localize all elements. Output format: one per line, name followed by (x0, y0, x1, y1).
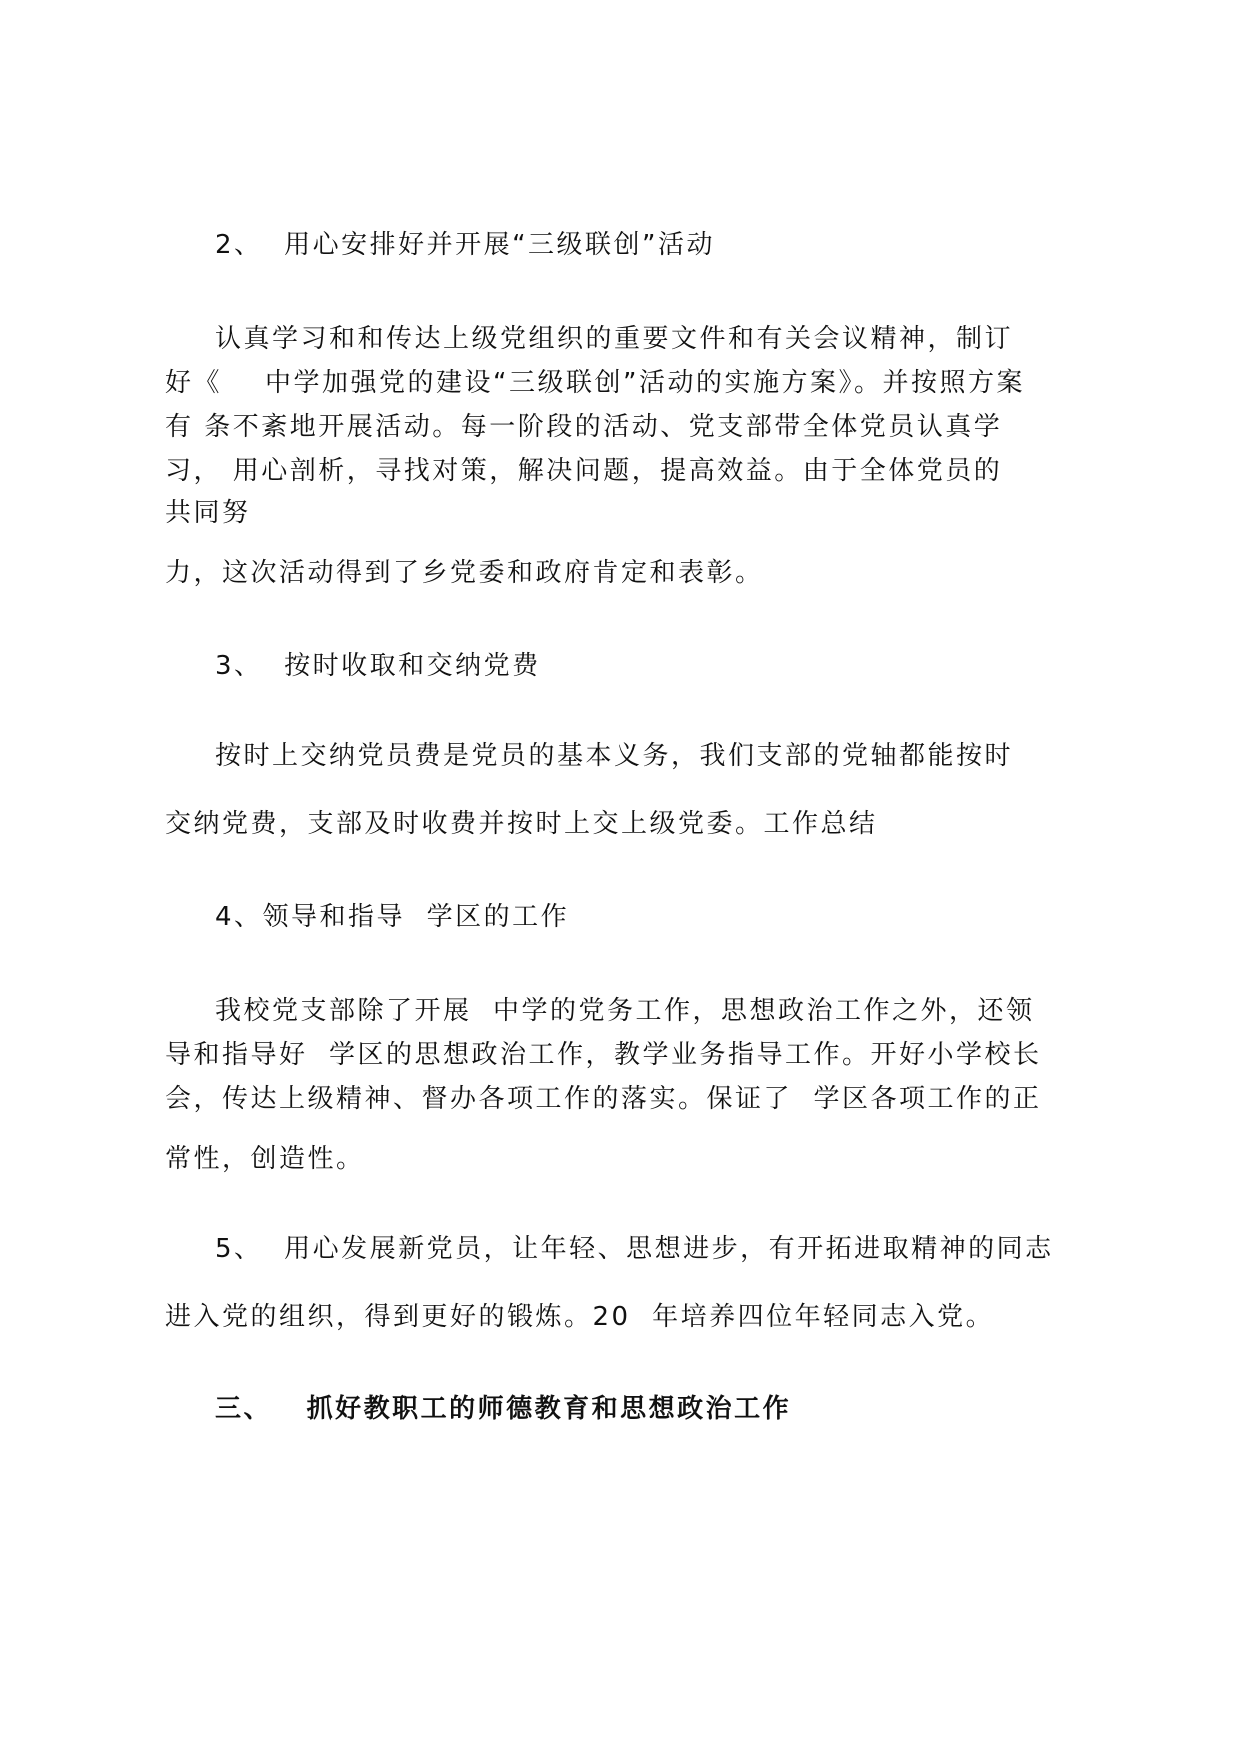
paragraph-line: 认真学习和和传达上级党组织的重要文件和有关会议精神，制订 (215, 324, 1014, 354)
paragraph-line: 好《 中学加强党的建设“三级联创”活动的实施方案》。并按照方案 (165, 368, 1025, 398)
paragraph-line: 会，传达上级精神、督办各项工作的落实。保证了 学区各项工作的正 (165, 1084, 1042, 1114)
paragraph-line: 习， 用心剖析，寻找对策，解决问题，提高效益。由于全体党员的 (165, 456, 1003, 486)
paragraph-line: 导和指导好 学区的思想政治工作，教学业务指导工作。开好小学校长 (165, 1040, 1042, 1070)
paragraph-line: 进入党的组织，得到更好的锻炼。20 年培养四位年轻同志入党。 (165, 1302, 995, 1332)
section-heading-5: 5、 用心发展新党员，让年轻、思想进步，有开拓进取精神的同志 (215, 1234, 1054, 1264)
paragraph-line: 力，这次活动得到了乡党委和政府肯定和表彰。 (165, 558, 764, 588)
paragraph-line: 共同努 (165, 498, 251, 528)
paragraph-line: 交纳党费，支部及时收费并按时上交上级党委。工作总结 (165, 809, 878, 839)
section-heading-4: 4、领导和指导 学区的工作 (215, 902, 570, 932)
paragraph-line: 按时上交纳党员费是党员的基本义务，我们支部的党轴都能按时 (215, 741, 1014, 771)
section-heading-2: 2、 用心安排好并开展“三级联创”活动 (215, 230, 716, 260)
paragraph-line: 常性，创造性。 (165, 1144, 365, 1174)
section-heading-three: 三、 抓好教职工的师德教育和思想政治工作 (215, 1394, 792, 1424)
paragraph-line: 有 条不紊地开展活动。每一阶段的活动、党支部带全体党员认真学 (165, 412, 1003, 442)
paragraph-line: 我校党支部除了开展 中学的党务工作，思想政治工作之外，还领 (215, 996, 1035, 1026)
section-heading-3: 3、 按时收取和交纳党费 (215, 651, 541, 681)
